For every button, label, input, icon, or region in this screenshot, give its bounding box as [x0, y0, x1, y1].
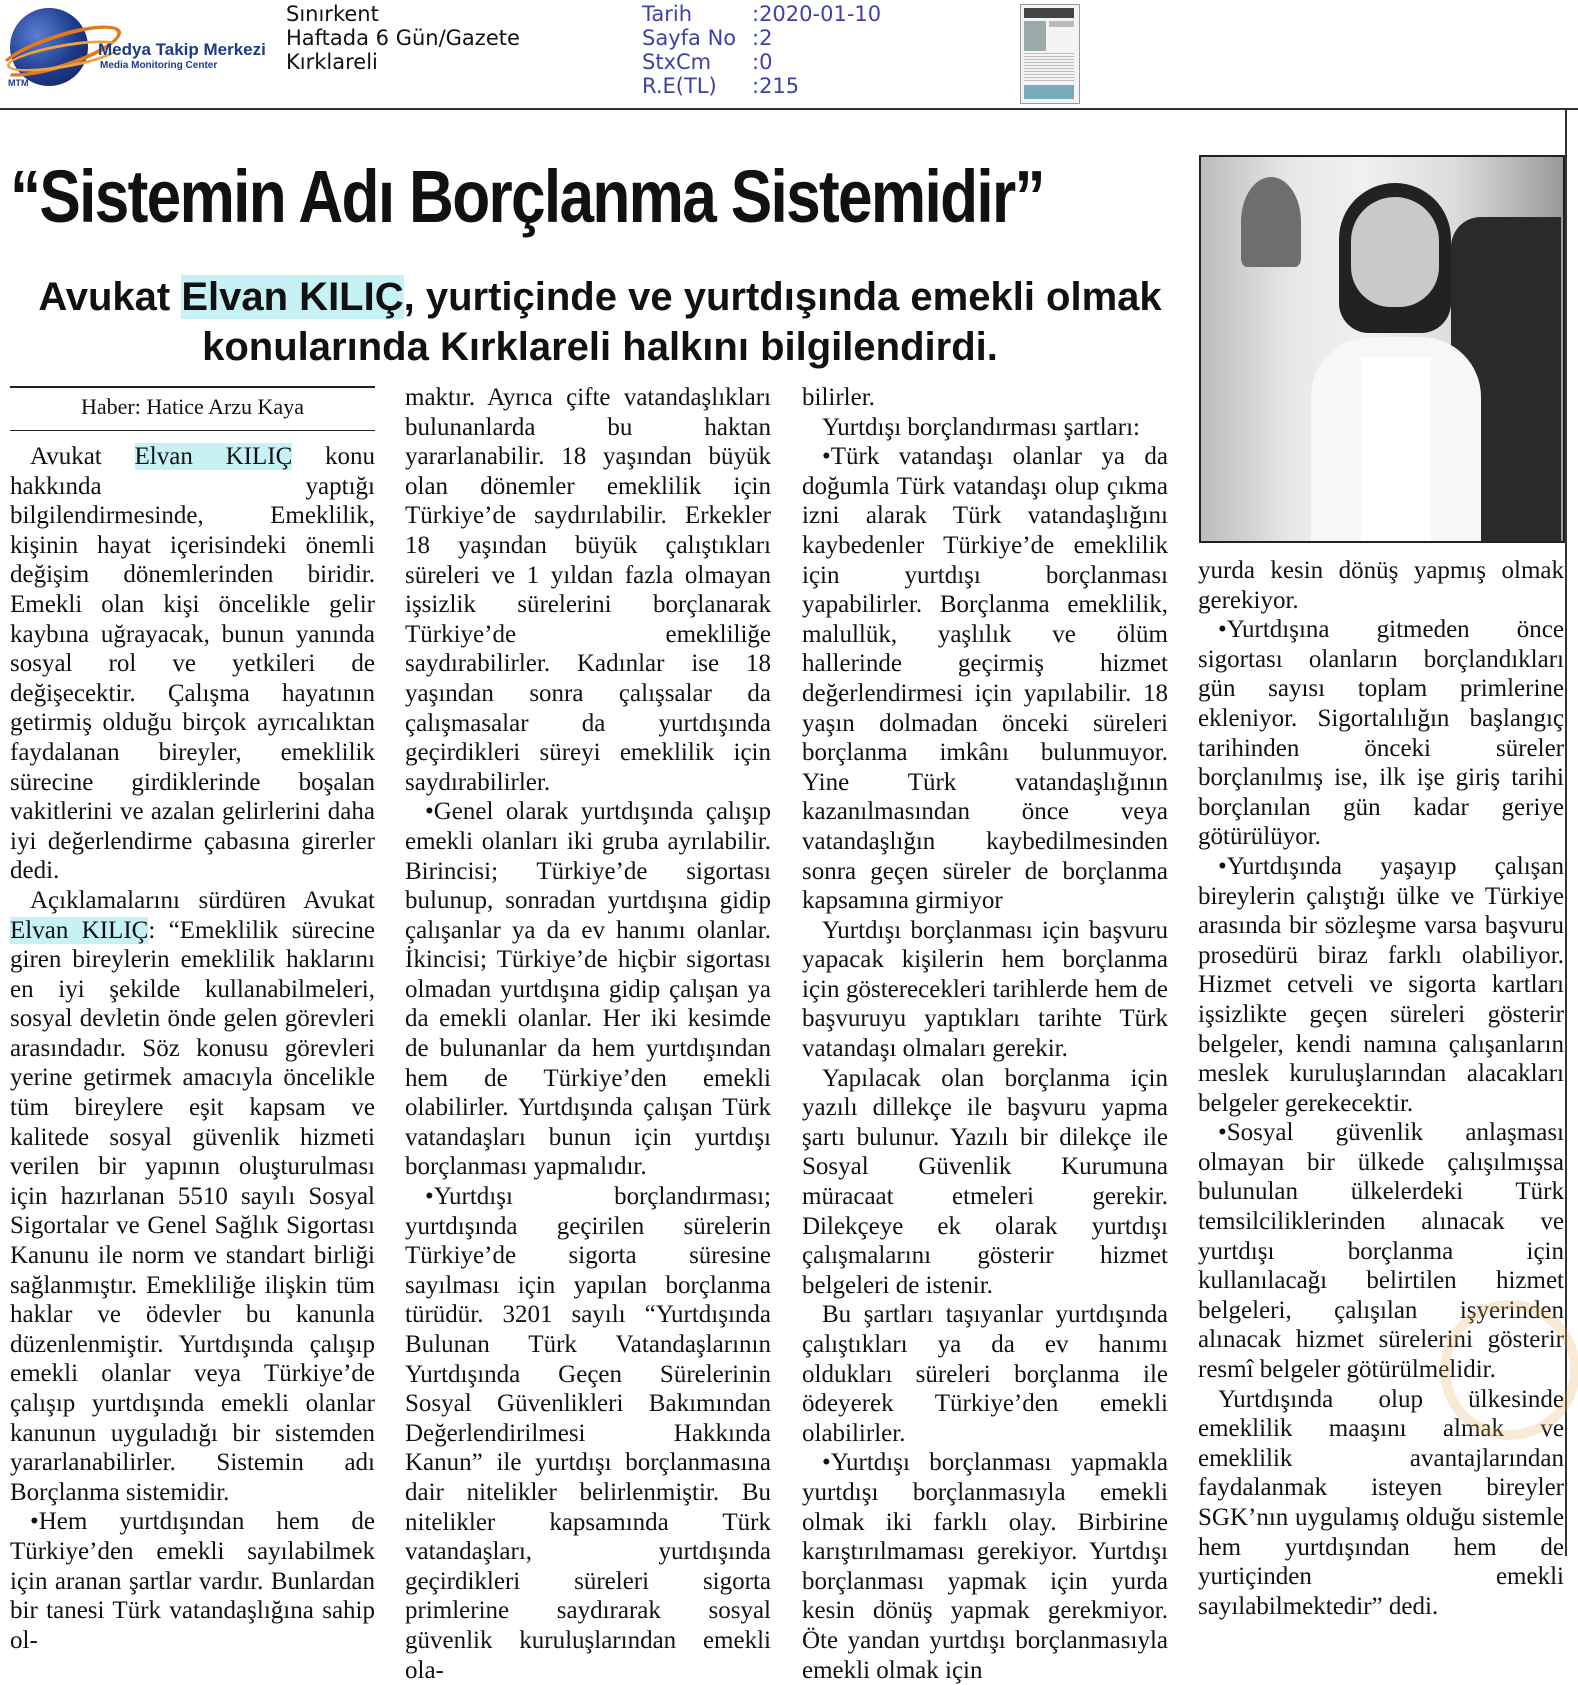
clipping-header [0, 0, 1578, 110]
mtm-logo [0, 4, 285, 94]
watermark-seal-icon [1440, 1300, 1578, 1440]
meta-row [642, 26, 881, 50]
meta-key: Sayfa No [642, 26, 737, 50]
meta-key: StxCm [642, 50, 712, 74]
portrait-photo [1199, 155, 1565, 543]
shirt-shape [1361, 357, 1431, 543]
paragraph: yurda kesin dönüş yapmış olmak gerekiyor. [1198, 557, 1564, 614]
meta-row [642, 2, 881, 26]
meta-value: :2020-01-10 [752, 2, 882, 26]
article-headline: “Sistemin Adı Borçlanma Sistemidir” [10, 155, 1044, 238]
logo-abbr: MTM [8, 78, 29, 88]
paragraph: •Hem yurtdışından hem de Türkiye’den emekli sayılabilmek için aranan şartlar vardır. Bunlardan bir tanesi Türk vatandaşlığına sahip ol- [10, 1508, 375, 1654]
clipping-meta [642, 2, 881, 98]
byline-rule [10, 386, 375, 388]
article-deck [10, 272, 1190, 372]
paragraph: •Yurtdışı borçlandırması; yurtdışında geçirilen sürelerin Türkiye’de sigorta süresine sayılması için yapılan borçlanma türüdür. 3201 sayılı “Yurtdışında Bulunan Türk Vatandaşlarının Yurtdışında Geçen Sürelerinin Sosyal Güvenlikleri Bakımından Değerlendirilmesi Hakkında Kanun” ile yurtdışı borçlanmasına dair nitelikler belirlenmiştir. Bu nitelikler kapsamında Türk vatandaşları, yurtdışında geçirdikleri süreleri sigorta primlerine saydırarak sosyal güvenlik kuruluşlarından emekli ola- [405, 1183, 771, 1684]
publication-name: Sınırkent [286, 2, 379, 26]
header-divider [0, 108, 1578, 110]
meta-row [642, 50, 881, 74]
paragraph: •Yurtdışı borçlanması yapmakla yurtdışı borçlanmasıyla emekli olmak iki farklı olay. Birbirine karıştırılmaması gerekiyor. Yurtdışı borçlanması yapmak için yurda kesin dönüş yapmak gerekmiyor. Öte yandan yurtdışı borçlanmasıyla emekli olmak için [802, 1449, 1168, 1684]
publication-city: Kırklareli [286, 50, 378, 74]
paragraph: •Yurtdışına gitmeden önce sigortası olanların borçlandıkları gün sayısı toplam primlerine ekleniyor. Sigortalılığın başlangıç tarihinden önceki süreler borçlanılmış ise, ilk işe giriş tarihi borçlanılan gün kadar geriye götürülüyor. [1198, 616, 1564, 851]
meta-key: R.E(TL) [642, 74, 717, 98]
highlighted-name: Elvan KILIÇ [181, 275, 404, 319]
paragraph: •Türk vatandaşı olanlar ya da doğumla Türk vatandaşı olup çıkma izni alarak Türk vatandaşlığını kaybedenler Türkiye’de emeklilik için yurtdışı borçlanması yapabilirler. Borçlanma emeklilik, malullük, yaşlılık ve ölüm hallerinde geçirmiş hizmet değerlendirmesi için yapılabilir. 18 yaşın dolmadan önceki süreleri borçlanma imkânı bulunmuyor. Yine Türk vatandaşlığının kazanılmasından önce veya vatandaşlığın kaybedilmesinden sonra geçen süreler de borçlanma kapsamına girmiyor [802, 443, 1168, 915]
paragraph: Açıklamalarını sürdüren Avukat Elvan KILIÇ: “Emeklilik sürecine giren bireylerin emeklilik haklarını en iyi şekilde kullanabilmeleri, sosyal devletin önde gelen görevleri arasındadır. Söz konusu görevleri yerine getirmek amacıyla öncelikle tüm bireylere eşit kapsam ve kalitede sosyal güvenlik hizmeti verilen bir yapının oluşturulması için hazırlanan 5510 sayılı Sosyal Sigortalar ve Genel Sağlık Sigortası Kanunu ile norm ve standart birliği sağlanmıştır. Emekliliğe ilişkin tüm haklar ve ödevler bu kanunla düzenlenmiştir. Yurtdışında çalışıp emekli olanlar veya Türkiye’de çalışıp yurtdışında emekli olanlar kanunun uyguladığı bir sistemden yararlanabilirler. Sistemin adı Borçlanma sistemidir. [10, 886, 375, 1506]
deck-suffix: , yurtiçinde ve yurtdışında emekli olmak konularında Kırklareli halkını bilgilendirdi. [202, 275, 1162, 369]
logo-subtitle: Media Monitoring Center [100, 60, 218, 71]
paragraph: Avukat Elvan KILIÇ konu hakkında yaptığı bilgilendirmesinde, Emeklilik, kişinin hayat içerisindeki önemli değişim dönemlerinden biridir. Emekli olan kişi öncelikle gelir kaybına uğrayacak, bunun yanında sosyal rol ve yetkileri de değişecektir. Çalışma hayatının getirmiş olduğu birçok ayrıcalıktan faydalanan bireyler, emeklilik sürecine girdiklerinde boşalan vakitlerini ve azalan gelirlerini daha iyi değerlendirme çabasına girerler dedi. [10, 443, 376, 885]
meta-value: :215 [752, 74, 800, 98]
gramophone-shape [1241, 177, 1301, 267]
paragraph: •Sosyal güvenlik anlaşması olmayan bir ülkede çalışılmışsa bulunulan ülkelerdeki Türk temsilciliklerinden alınacak ve yurtdışı borçlanma için kullanılacağı belirtilen hizmet belgeleri, çalışılan işyerinden alınacak hizmet sürelerini gösterir resmî belgeler götürülmelidir. [1198, 1119, 1564, 1384]
publication-frequency: Haftada 6 Gün/Gazete [286, 26, 520, 50]
highlighted-name: Elvan KILIÇ [134, 443, 293, 470]
paragraph: •Genel olarak yurtdışında çalışıp emekli olanları iki gruba ayrılabilir. Birincisi; Türkiye’de sigortası bulunup, sonradan yurtdışına gidip çalışanlar ya da ev hanımı olanlar. İkincisi; Türkiye’de hiçbir sigortası olmadan yurtdışına gidip çalışan ya da emekli olanlar. Her iki kesimde de bulunanlar da hem yurtdışından hem de Türkiye’den emekli olabilirler. Yurtdışında çalışan Türk vatandaşları bunun için yurtdışı borçlanması yapmalıdır. [405, 798, 771, 1181]
byline: Haber: Hatice Arzu Kaya [81, 394, 304, 419]
paragraph: bilirler. [802, 384, 875, 411]
meta-value: :0 [752, 50, 773, 74]
paragraph: •Yurtdışında yaşayıp çalışan bireylerin çalıştığı ülke ve Türkiye arasında bir sözleşme varsa başvuru prosedürü biraz farklı olabiliyor. Hizmet cetveli ve sigorta kartları işsizlikte geçen süreleri gösterir belgeler, kendi namına çalışanların meslek kuruluşlarından alacakları belgeler gerekecektir. [1198, 852, 1564, 1117]
paragraph: Yurtdışı borçlandırması şartları: [822, 413, 1140, 441]
article-column-4 [1198, 556, 1564, 1621]
logo-title: Medya Takip Merkezi [98, 40, 266, 59]
article-column-3 [802, 383, 1168, 1685]
paragraph: Yurtdışında olup ülkesinde emeklilik maaşını almak ve emeklilik avantajlarından faydalanmak isteyen bireyler SGK’nın uygulamış olduğu sistemle hem yurtdışından hem de yurtiçinden emekli sayılabilmektedir” dedi. [1198, 1385, 1564, 1620]
paragraph: Bu şartları taşıyanlar yurtdışında çalıştıkları ya da ev hanımı oldukları süreleri borçlanma ile ödeyerek Türkiye’den emekli olabilirler. [802, 1301, 1168, 1447]
face-shape [1351, 197, 1439, 307]
article-column-2 [405, 383, 771, 1685]
meta-row [642, 74, 881, 98]
paragraph: maktır. Ayrıca çifte vatandaşlıkları bulunanlarda bu haktan yararlanabilir. 18 yaşından büyük olan dönemler emeklilik için Türkiye’de saydırılabilir. Erkekler 18 yaşından büyük çalıştıkları süreleri ve 1 yıldan fazla olmayan işsizlik sürelerini borçlanarak Türkiye’de emekliliğe saydırabilirler. Kadınlar ise 18 yaşından sonra çalışsalar da çalışmasalar da yurtdışında geçirdikleri süreyi emeklilik için saydırabilirler. [405, 384, 771, 796]
meta-value: :2 [752, 26, 773, 50]
paragraph: Yapılacak olan borçlanma için yazılı dillekçe ile başvuru yapma şartı bulunur. Yazılı bir dilekçe ile Sosyal Güvenlik Kurumuna müracaat etmeleri gerekir. Dilekçeye ek olarak yurtdışı çalışmalarını gösterir hizmet belgeleri de istenir. [802, 1064, 1168, 1299]
byline-rule [10, 430, 375, 431]
meta-key: Tarih [642, 2, 692, 26]
article-column-1 [10, 442, 375, 1655]
deck-prefix: Avukat [38, 275, 182, 319]
publication-info [286, 2, 520, 74]
paragraph: Yurtdışı borçlanması için başvuru yapacak kişilerin hem borçlanma için gösterecekleri tarihlerde hem de başvuruyu yaptıkları tarihte Türk vatandaşı olmaları gerekir. [802, 916, 1168, 1063]
highlighted-name: Elvan KILIÇ [10, 916, 149, 944]
page-thumbnail[interactable] [1020, 4, 1080, 104]
